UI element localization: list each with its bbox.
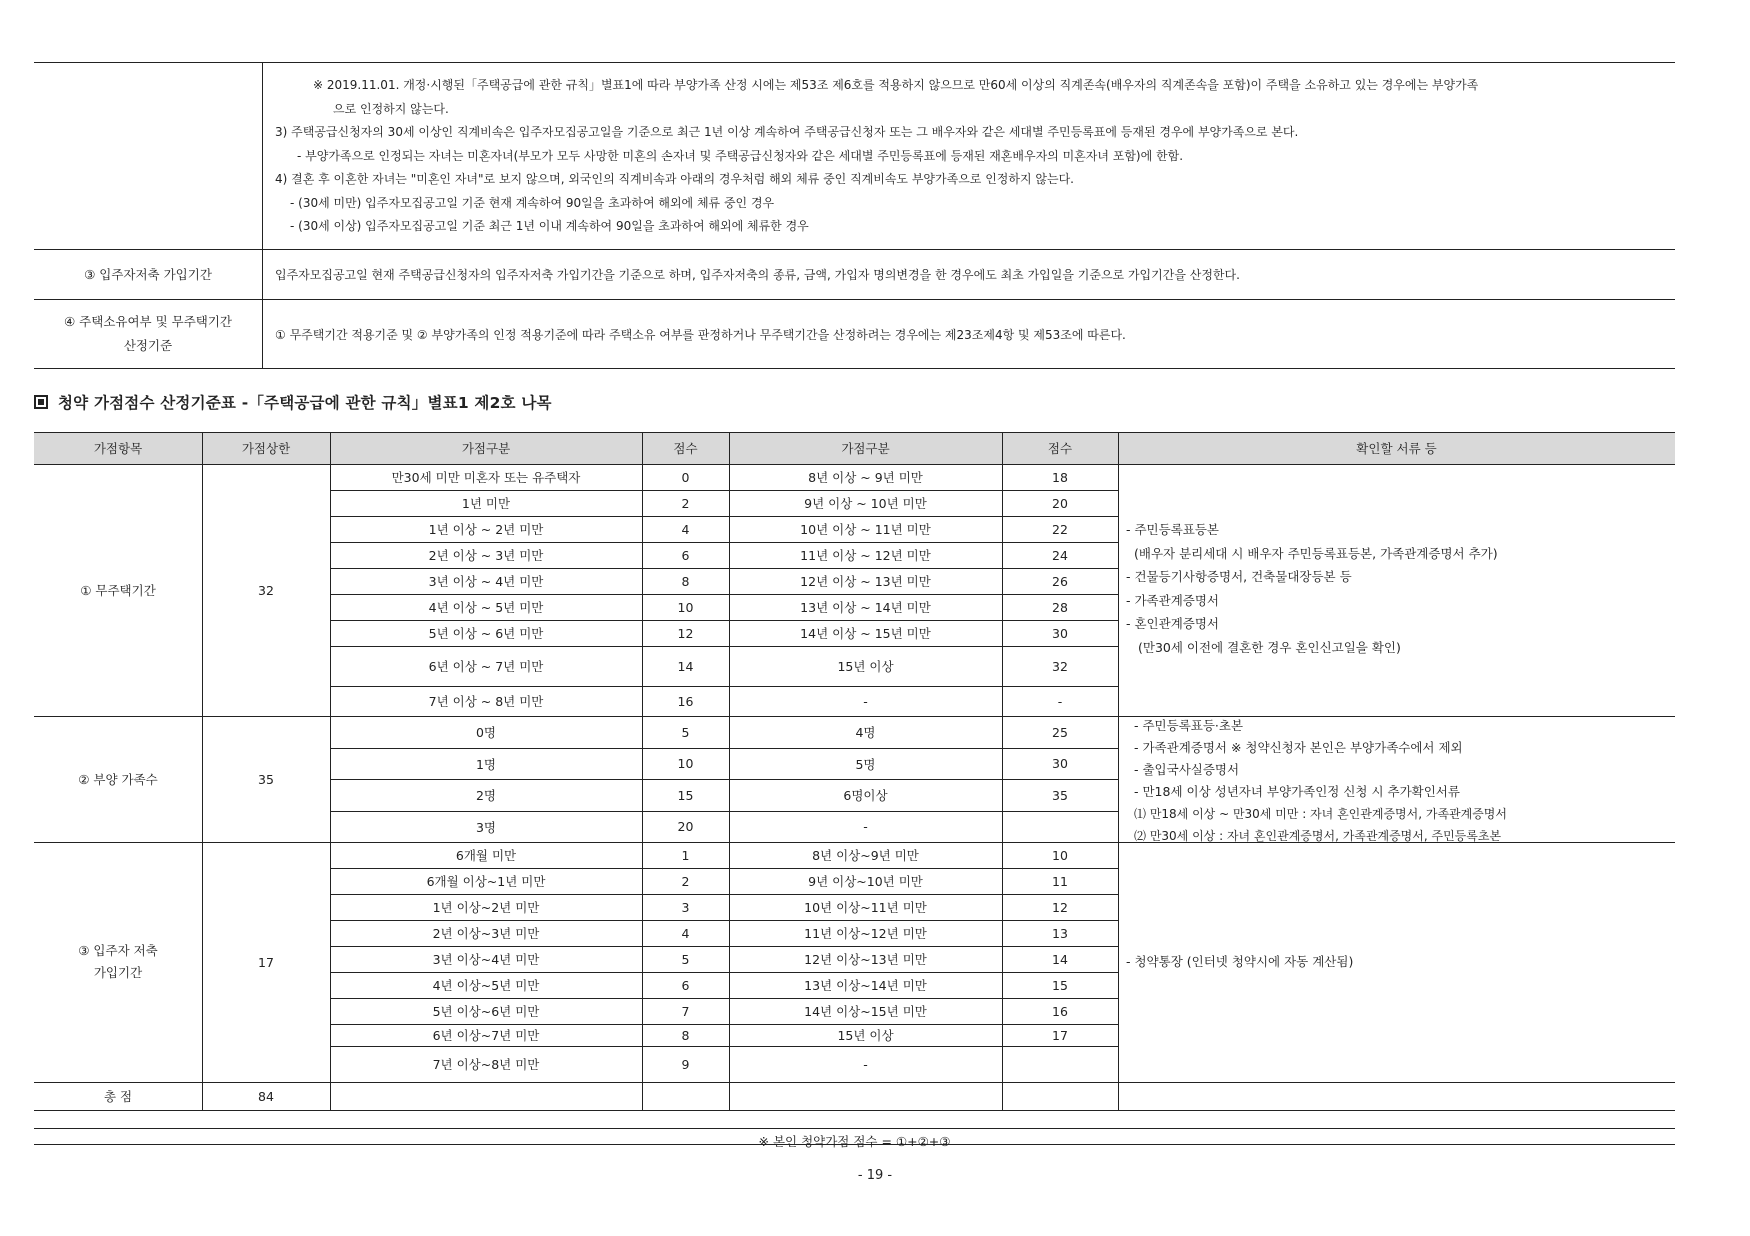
score-a-cell: 12 bbox=[677, 625, 694, 641]
header-max: 가점상한 bbox=[202, 432, 330, 464]
score-b-cell: 13 bbox=[1052, 925, 1068, 941]
category-b-cell: 8년 이상 ~ 9년 미만 bbox=[808, 470, 923, 485]
score-b-cell: 35 bbox=[1052, 787, 1068, 803]
score-a-cell: 16 bbox=[677, 693, 694, 709]
dependents-documents-list bbox=[1134, 715, 1507, 847]
document-item: - 청약통장 (인터넷 청약시에 자동 계산됨) bbox=[1126, 954, 1354, 969]
housing-ownership-label-line2: 산정기준 bbox=[123, 338, 173, 353]
category-a-cell: 6개월 미만 bbox=[455, 848, 517, 863]
category-a-cell: 3년 이상~4년 미만 bbox=[432, 952, 540, 967]
document-item: - 주민등록표등본 bbox=[1126, 522, 1220, 537]
category-a-cell: 2년 이상~3년 미만 bbox=[432, 926, 540, 941]
score-b-cell: 15 bbox=[1052, 977, 1068, 993]
score-a-cell: 5 bbox=[681, 724, 690, 740]
score-a-cell: 4 bbox=[681, 925, 690, 941]
category-a-cell: 만30세 미만 미혼자 또는 유주택자 bbox=[391, 470, 581, 485]
score-b-cell: 20 bbox=[1052, 495, 1068, 511]
document-item: (만30세 이전에 결혼한 경우 혼인신고일을 확인) bbox=[1138, 639, 1401, 655]
score-a-cell: 5 bbox=[681, 951, 690, 967]
score-b-cell: 26 bbox=[1052, 573, 1068, 589]
category-a-cell: 2년 이상 ~ 3년 미만 bbox=[428, 548, 544, 563]
group-homeless-period-label: ① 무주택기간 bbox=[80, 583, 156, 598]
total-label: 총 점 bbox=[103, 1089, 133, 1104]
category-a-cell: 6년 이상~7년 미만 bbox=[432, 1028, 540, 1043]
note-line: ※ 2019.11.01. 개정·시행된「주택공급에 관한 규칙」별표1에 따라 부양가족 산정 시에는 제53조 제6호를 적용하지 않으므로 만60세 이상의 직계존속(배우자의 직계존속을 포함)이 주택을 소유하고 있는 경우에는 부양가족 bbox=[313, 78, 1479, 92]
category-a-cell: 1년 이상~2년 미만 bbox=[432, 900, 540, 915]
savings-period-label: ③ 입주자저축 가입기간 bbox=[34, 250, 263, 299]
score-a-cell: 0 bbox=[681, 469, 690, 485]
score-b-cell: 18 bbox=[1052, 469, 1068, 485]
column-rule bbox=[330, 432, 331, 1110]
category-a-cell: 4년 이상 ~ 5년 미만 bbox=[428, 600, 544, 615]
category-b-cell: 15년 이상 bbox=[837, 659, 894, 674]
score-b-cell: 17 bbox=[1052, 1027, 1068, 1043]
score-b-cell: 22 bbox=[1052, 521, 1068, 537]
table-rule bbox=[34, 1110, 1675, 1111]
category-b-cell: 14년 이상 ~ 15년 미만 bbox=[800, 626, 931, 641]
column-rule bbox=[729, 432, 730, 1110]
housing-ownership-label bbox=[34, 300, 263, 368]
score-a-cell: 8 bbox=[681, 1027, 690, 1043]
document-item: (배우자 분리세대 시 배우자 주민등록표등본, 가족관계증명서 추가) bbox=[1134, 545, 1498, 561]
group-dependents-max: 35 bbox=[258, 771, 274, 787]
category-b-cell: - bbox=[863, 1056, 868, 1072]
section-title bbox=[34, 391, 552, 413]
table-rule bbox=[34, 716, 1675, 717]
score-a-cell: 2 bbox=[681, 495, 690, 511]
group-homeless-period-max: 32 bbox=[258, 582, 274, 598]
score-b-cell: 16 bbox=[1052, 1003, 1068, 1019]
note-line: - (30세 이상) 입주자모집공고일 기준 최근 1년 이내 계속하여 90일을 초과하여 해외에 체류한 경우 bbox=[290, 219, 809, 233]
score-a-cell: 10 bbox=[677, 599, 694, 615]
score-a-cell: 6 bbox=[681, 547, 690, 563]
category-b-cell: 11년 이상~12년 미만 bbox=[804, 926, 927, 941]
header-category-b: 가점구분 bbox=[729, 432, 1002, 464]
filled-square-icon bbox=[34, 395, 48, 409]
column-rule bbox=[1002, 432, 1003, 1110]
document-item: - 출입국사실증명서 bbox=[1134, 762, 1240, 777]
category-b-cell: 10년 이상~11년 미만 bbox=[804, 900, 927, 915]
document-item: - 주민등록표등·초본 bbox=[1134, 718, 1244, 733]
housing-ownership-label-line1: ④ 주택소유여부 및 무주택기간 bbox=[63, 314, 233, 329]
score-b-cell bbox=[1002, 1046, 1118, 1082]
category-b-cell: 9년 이상 ~ 10년 미만 bbox=[804, 496, 927, 511]
score-a-cell: 3 bbox=[681, 899, 690, 915]
note-line: - (30세 미만) 입주자모집공고일 기준 현재 계속하여 90일을 초과하여 해외에 체류 중인 경우 bbox=[290, 195, 775, 210]
score-a-cell: 2 bbox=[681, 873, 690, 889]
notes-row-content bbox=[263, 63, 1675, 249]
score-b-cell: 24 bbox=[1052, 547, 1068, 563]
score-b-cell: 11 bbox=[1052, 873, 1068, 889]
header-item: 가점항목 bbox=[34, 432, 202, 464]
score-b-cell: - bbox=[1057, 693, 1063, 709]
page-number: - 19 - bbox=[857, 1168, 893, 1183]
category-b-cell: - bbox=[863, 819, 868, 834]
column-rule bbox=[1118, 432, 1119, 1110]
score-criteria-table bbox=[34, 432, 1675, 1149]
group-savings-period-label-line1: ③ 입주자 저축 bbox=[78, 943, 158, 958]
category-b-cell: 13년 이상~14년 미만 bbox=[804, 978, 927, 993]
table-rule bbox=[34, 1144, 1675, 1145]
group-savings-period-label bbox=[34, 842, 202, 1082]
category-b-cell: 9년 이상~10년 미만 bbox=[808, 874, 923, 889]
category-a-cell: 0명 bbox=[475, 725, 497, 740]
table-rule bbox=[34, 1082, 1675, 1083]
table-rule bbox=[34, 1128, 1675, 1129]
note-line: 으로 인정하지 않는다. bbox=[333, 101, 449, 116]
note-line: 4) 결혼 후 이혼한 자녀는 "미혼인 자녀"로 보지 않으며, 외국인의 직계비속과 아래의 경우처럼 해외 체류 중인 직계비속도 부양가족으로 인정하지 않는다. bbox=[275, 172, 1074, 186]
category-a-cell: 3명 bbox=[475, 819, 497, 835]
savings-period-text: 입주자모집공고일 현재 주택공급신청자의 입주자저축 가입기간을 기준으로 하며, 입주자저축의 종류, 금액, 가입자 명의변경을 한 경우에도 최초 가입일을 기준으로 가입기간을 산정한다. bbox=[275, 268, 1240, 282]
group-savings-period-max: 17 bbox=[258, 954, 274, 970]
category-b-cell: 14년 이상~15년 미만 bbox=[804, 1004, 927, 1019]
notes-row-label bbox=[34, 63, 263, 249]
document-item: - 만18세 이상 성년자녀 부양가족인정 신청 시 추가확인서류 bbox=[1134, 784, 1460, 799]
note-line: - 부양가족으로 인정되는 자녀는 미혼자녀(부모가 모두 사망한 미혼의 손자녀 및 주택공급신청자와 같은 세대별 주민등록표에 등재된 재혼배우자의 미혼자녀 포함)에 한함. bbox=[297, 148, 1184, 163]
category-a-cell: 6개월 이상~1년 미만 bbox=[426, 874, 546, 889]
eligibility-notes-table bbox=[34, 62, 1675, 369]
header-score-b: 점수 bbox=[1002, 432, 1118, 464]
category-a-cell: 3년 이상 ~ 4년 미만 bbox=[428, 574, 544, 589]
table-rule bbox=[34, 842, 1675, 843]
category-b-cell: 10년 이상 ~ 11년 미만 bbox=[800, 522, 931, 537]
score-a-cell: 10 bbox=[677, 756, 694, 771]
category-a-cell: 4년 이상~5년 미만 bbox=[432, 978, 540, 993]
score-b-cell: 12 bbox=[1052, 899, 1068, 915]
score-b-cell: 10 bbox=[1052, 847, 1068, 863]
category-a-cell: 5년 이상 ~ 6년 미만 bbox=[428, 626, 544, 641]
group-savings-period-label-line2: 가입기간 bbox=[93, 965, 143, 980]
category-a-cell: 2명 bbox=[475, 788, 497, 803]
category-a-cell: 7년 이상 ~ 8년 미만 bbox=[428, 694, 544, 709]
category-a-cell: 1명 bbox=[475, 756, 497, 772]
score-b-cell: 32 bbox=[1052, 658, 1068, 674]
document-item: - 혼인관계증명서 bbox=[1126, 616, 1220, 631]
score-a-cell: 4 bbox=[681, 521, 690, 537]
category-b-cell: 5명 bbox=[855, 756, 876, 772]
category-b-cell: 8년 이상~9년 미만 bbox=[812, 848, 919, 863]
category-a-cell: 5년 이상~6년 미만 bbox=[432, 1004, 540, 1019]
score-a-cell: 6 bbox=[681, 977, 690, 993]
category-b-cell: 13년 이상 ~ 14년 미만 bbox=[800, 600, 931, 615]
document-item: ⑵ 만30세 이상 : 자녀 혼인관계증명서, 가족관계증명서, 주민등록초본 bbox=[1134, 829, 1502, 843]
document-item: - 가족관계증명서 ※ 청약신청자 본인은 부양가족수에서 제외 bbox=[1134, 740, 1463, 755]
header-category-a: 가점구분 bbox=[330, 432, 642, 464]
score-a-cell: 7 bbox=[681, 1003, 690, 1019]
document-item: - 건물등기사항증명서, 건축물대장등본 등 bbox=[1126, 569, 1352, 584]
homeless-documents-list bbox=[1126, 518, 1498, 659]
document-item: ⑴ 만18세 이상 ~ 만30세 미만 : 자녀 혼인관계증명서, 가족관계증명서 bbox=[1134, 807, 1507, 821]
column-rule bbox=[202, 432, 203, 1110]
header-score-a: 점수 bbox=[642, 432, 729, 464]
score-b-cell: 25 bbox=[1052, 724, 1068, 740]
category-b-cell: 4명 bbox=[855, 725, 876, 740]
score-b-cell bbox=[1002, 811, 1118, 842]
score-a-cell: 20 bbox=[677, 819, 694, 834]
category-b-cell: 15년 이상 bbox=[837, 1028, 894, 1043]
category-b-cell: 11년 이상 ~ 12년 미만 bbox=[800, 548, 931, 563]
score-a-cell: 8 bbox=[681, 573, 690, 589]
score-b-cell: 30 bbox=[1052, 756, 1068, 771]
section-title-text: 청약 가점점수 산정기준표 -「주택공급에 관한 규칙」별표1 제2호 나목 bbox=[58, 394, 552, 412]
housing-ownership-row bbox=[34, 300, 1675, 369]
table-rule bbox=[34, 464, 1675, 465]
score-a-cell: 9 bbox=[681, 1056, 690, 1072]
category-a-cell: 7년 이상~8년 미만 bbox=[432, 1057, 540, 1072]
category-b-cell: - bbox=[863, 693, 868, 709]
score-formula: ※ 본인 청약가점 점수 = ①+②+③ bbox=[758, 1134, 951, 1149]
category-b-cell: 6명이상 bbox=[843, 788, 888, 803]
notes-row bbox=[34, 63, 1675, 250]
score-b-cell: 28 bbox=[1052, 599, 1068, 615]
category-b-cell: 12년 이상~13년 미만 bbox=[804, 952, 927, 967]
savings-period-row bbox=[34, 250, 1675, 300]
score-b-cell: 14 bbox=[1052, 951, 1068, 967]
category-b-cell: 12년 이상 ~ 13년 미만 bbox=[800, 574, 931, 589]
score-a-cell: 15 bbox=[677, 787, 694, 803]
category-a-cell: 6년 이상 ~ 7년 미만 bbox=[428, 659, 544, 674]
category-a-cell: 1년 이상 ~ 2년 미만 bbox=[428, 522, 544, 537]
total-value: 84 bbox=[258, 1088, 274, 1104]
housing-ownership-text: ① 무주택기간 적용기준 및 ② 부양가족의 인정 적용기준에 따라 주택소유 여부를 판정하거나 무주택기간을 산정하려는 경우에는 제23조제4항 및 제53조에 따른다. bbox=[275, 327, 1126, 342]
column-rule bbox=[642, 432, 643, 1110]
header-documents: 확인할 서류 등 bbox=[1118, 432, 1675, 464]
note-line: 3) 주택공급신청자의 30세 이상인 직계비속은 입주자모집공고일을 기준으로 최근 1년 이상 계속하여 주택공급신청자 또는 그 배우자와 같은 세대별 주민등록표에 등재된 경우에 부양가족으로 본다. bbox=[275, 125, 1299, 139]
group-dependents-label: ② 부양 가족수 bbox=[78, 772, 158, 787]
document-item: - 가족관계증명서 bbox=[1126, 592, 1220, 608]
table-rule bbox=[34, 432, 1675, 433]
category-a-cell: 1년 미만 bbox=[461, 496, 511, 511]
savings-documents-list bbox=[1126, 950, 1353, 974]
score-a-cell: 14 bbox=[677, 658, 694, 674]
score-b-cell: 30 bbox=[1052, 625, 1068, 641]
score-a-cell: 1 bbox=[681, 847, 690, 863]
